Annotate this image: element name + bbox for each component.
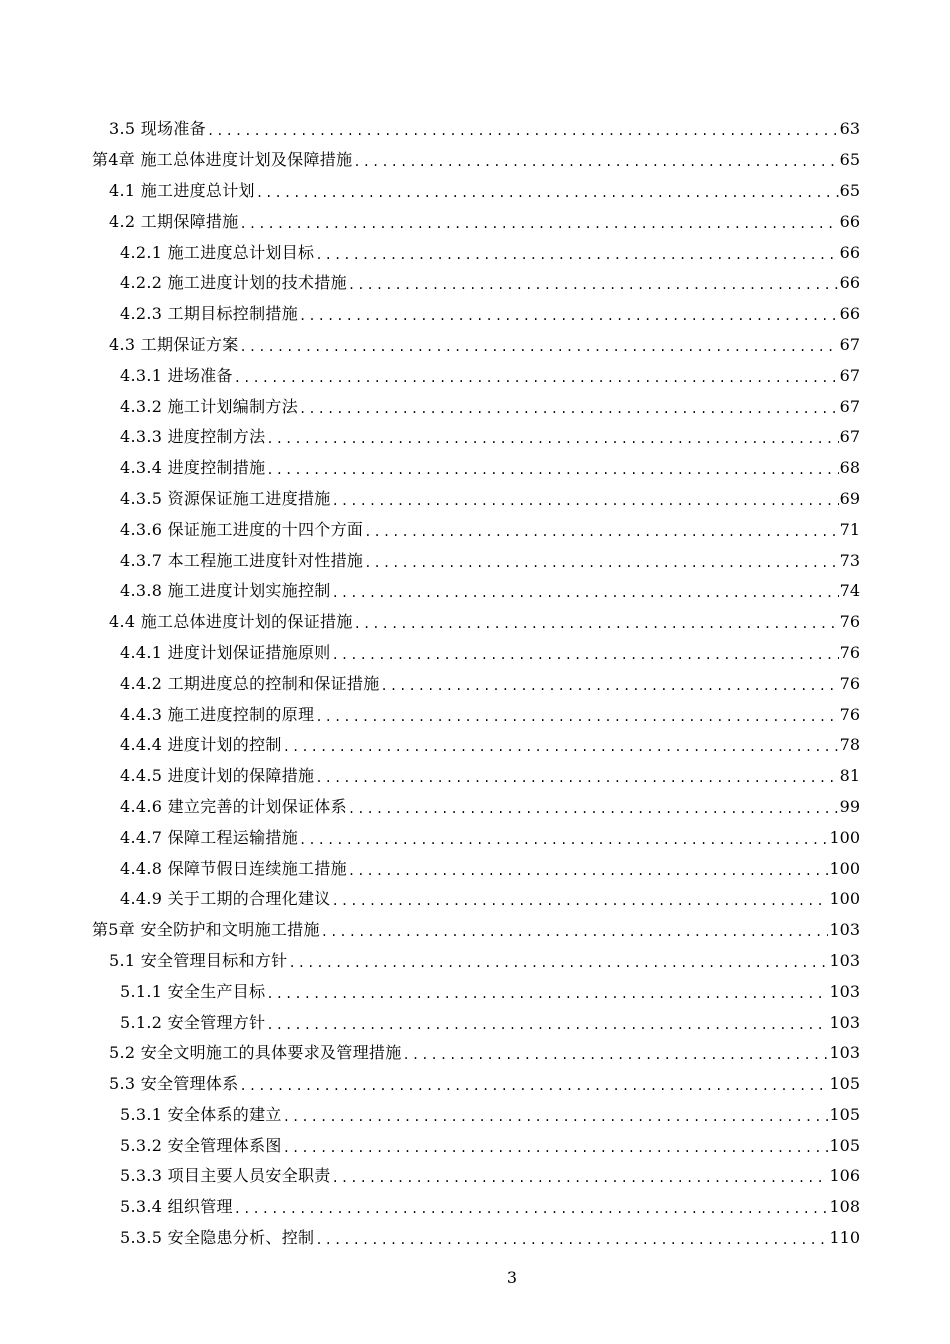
toc-entry[interactable] [0, 114, 860, 145]
toc-leader-dots [240, 1076, 829, 1096]
toc-leader-dots [266, 460, 838, 480]
toc-entry-title: 3.5 现场准备 [109, 119, 206, 139]
toc-entry-title: 5.3.1 安全体系的建立 [120, 1104, 282, 1124]
toc-entry-page: 103 [829, 1012, 860, 1032]
toc-entry[interactable] [0, 638, 860, 669]
toc-entry[interactable] [0, 699, 860, 730]
toc-entry-page: 67 [839, 427, 860, 447]
toc-entry[interactable] [0, 1100, 860, 1131]
toc-entry[interactable] [0, 1007, 860, 1038]
toc-entry[interactable] [0, 514, 860, 545]
toc-entry-page: 74 [839, 581, 860, 601]
toc-entry-page: 103 [829, 981, 860, 1001]
toc-entry-title: 4.4.5 进度计划的保障措施 [120, 766, 315, 786]
toc-entry-title: 4.4.4 进度计划的控制 [120, 735, 282, 755]
toc-leader-dots [315, 1230, 828, 1250]
toc-entry-title: 4.4.8 保障节假日连续施工措施 [120, 858, 347, 878]
toc-entry-page: 76 [839, 673, 860, 693]
toc-leader-dots [315, 245, 838, 265]
toc-entry-page: 71 [839, 519, 860, 539]
toc-entry-page: 99 [839, 796, 860, 816]
toc-entry-title: 5.2 安全文明施工的具体要求及管理措施 [109, 1043, 402, 1063]
toc-entry-page: 103 [829, 950, 860, 970]
toc-entry[interactable] [0, 1161, 860, 1192]
toc-entry[interactable] [0, 422, 860, 453]
toc-entry-title: 4.3.3 进度控制方法 [120, 427, 266, 447]
toc-entry-title: 4.2 工期保障措施 [109, 211, 239, 231]
toc-entry-title: 5.1.1 安全生产目标 [120, 981, 266, 1001]
toc-leader-dots [348, 861, 829, 881]
toc-leader-dots [240, 214, 839, 234]
toc-leader-dots [403, 1045, 829, 1065]
toc-entry-page: 100 [829, 827, 860, 847]
toc-leader-dots [299, 306, 839, 326]
toc-entry-title: 4.2.1 施工进度总计划目标 [120, 242, 315, 262]
toc-entry-title: 4.3.2 施工计划编制方法 [120, 396, 298, 416]
toc-entry-page: 105 [829, 1074, 860, 1094]
toc-entry[interactable] [0, 607, 860, 638]
toc-entry-page: 106 [829, 1166, 860, 1186]
toc-entry[interactable] [0, 792, 860, 823]
toc-leader-dots [288, 953, 828, 973]
toc-entry-page: 73 [839, 550, 860, 570]
toc-entry[interactable] [0, 822, 860, 853]
toc-entry-title: 4.3 工期保证方案 [109, 334, 239, 354]
toc-entry-title: 5.3.3 项目主要人员安全职责 [120, 1166, 331, 1186]
toc-entry[interactable] [0, 268, 860, 299]
toc-entry[interactable] [0, 360, 860, 391]
toc-entry-title: 5.1 安全管理目标和方针 [109, 950, 288, 970]
toc-leader-dots [315, 707, 838, 727]
toc-entry[interactable] [0, 237, 860, 268]
toc-entry[interactable] [0, 391, 860, 422]
toc-entry-title: 4.4.2 工期进度总的控制和保证措施 [120, 673, 380, 693]
toc-leader-dots [266, 984, 828, 1004]
toc-leader-dots [207, 121, 839, 141]
toc-entry-page: 76 [839, 612, 860, 632]
toc-entry-page: 65 [839, 150, 860, 170]
toc-leader-dots [332, 1168, 829, 1188]
toc-entry[interactable] [0, 946, 860, 977]
toc-entry-page: 110 [829, 1228, 860, 1248]
toc-leader-dots [381, 676, 839, 696]
toc-entry-title: 4.3.1 进场准备 [120, 365, 233, 385]
toc-entry-page: 108 [829, 1197, 860, 1217]
toc-entry-page: 69 [839, 488, 860, 508]
toc-entry[interactable] [0, 1223, 860, 1254]
toc-entry[interactable] [0, 176, 860, 207]
toc-entry-page: 78 [839, 735, 860, 755]
toc-entry-page: 67 [839, 334, 860, 354]
toc-entry-title: 5.3 安全管理体系 [109, 1074, 239, 1094]
toc-entry-page: 65 [839, 180, 860, 200]
toc-entry[interactable] [0, 884, 860, 915]
toc-leader-dots [283, 737, 839, 757]
toc-leader-dots [266, 429, 838, 449]
toc-entry[interactable] [0, 545, 860, 576]
table-of-contents [0, 114, 950, 1253]
toc-entry-title: 4.4.6 建立完善的计划保证体系 [120, 796, 347, 816]
toc-entry-title: 4.3.8 施工进度计划实施控制 [120, 581, 331, 601]
toc-entry-page: 76 [839, 642, 860, 662]
toc-leader-dots [299, 399, 839, 419]
toc-entry[interactable] [0, 206, 860, 237]
toc-entry[interactable] [0, 576, 860, 607]
toc-entry-title: 5.3.5 安全隐患分析、控制 [120, 1228, 315, 1248]
toc-entry[interactable] [0, 976, 860, 1007]
toc-entry[interactable] [0, 1192, 860, 1223]
toc-leader-dots [348, 275, 839, 295]
toc-entry-title: 第5章 安全防护和文明施工措施 [92, 920, 320, 940]
page-number: 3 [506, 1268, 518, 1287]
toc-leader-dots [332, 891, 829, 911]
toc-leader-dots [240, 337, 839, 357]
toc-leader-dots [332, 491, 839, 511]
toc-entry-title: 5.3.2 安全管理体系图 [120, 1135, 282, 1155]
toc-entry[interactable] [0, 668, 860, 699]
toc-leader-dots [348, 799, 839, 819]
toc-entry[interactable] [0, 453, 860, 484]
toc-entry-title: 第4章 施工总体进度计划及保障措施 [92, 150, 353, 170]
toc-leader-dots [364, 522, 838, 542]
toc-entry[interactable] [0, 145, 860, 176]
toc-entry[interactable] [0, 484, 860, 515]
toc-leader-dots [332, 583, 839, 603]
toc-entry-title: 4.4.1 进度计划保证措施原则 [120, 642, 331, 662]
toc-entry-title: 4.4 施工总体进度计划的保证措施 [109, 612, 353, 632]
toc-entry-title: 4.4.9 关于工期的合理化建议 [120, 889, 331, 909]
toc-leader-dots [364, 553, 838, 573]
toc-leader-dots [283, 1138, 829, 1158]
toc-entry-page: 66 [839, 304, 860, 324]
toc-entry-title: 5.1.2 安全管理方针 [120, 1012, 266, 1032]
toc-entry-title: 4.3.7 本工程施工进度针对性措施 [120, 550, 364, 570]
toc-leader-dots [234, 368, 839, 388]
toc-entry[interactable] [0, 1038, 860, 1069]
toc-leader-dots [332, 645, 839, 665]
toc-entry-page: 103 [829, 1043, 860, 1063]
toc-entry-page: 100 [829, 858, 860, 878]
toc-entry-title: 4.3.5 资源保证施工进度措施 [120, 488, 331, 508]
toc-entry-page: 67 [839, 365, 860, 385]
toc-entry-title: 4.4.7 保障工程运输措施 [120, 827, 298, 847]
toc-entry[interactable] [0, 853, 860, 884]
toc-entry[interactable] [0, 915, 860, 946]
toc-entry-title: 4.1 施工进度总计划 [109, 180, 255, 200]
toc-leader-dots [354, 614, 839, 634]
toc-entry-page: 105 [829, 1104, 860, 1124]
toc-leader-dots [299, 830, 828, 850]
toc-entry-title: 5.3.4 组织管理 [120, 1197, 233, 1217]
toc-leader-dots [315, 768, 838, 788]
toc-entry-title: 4.2.3 工期目标控制措施 [120, 304, 298, 324]
toc-entry-page: 66 [839, 273, 860, 293]
toc-entry-page: 63 [839, 119, 860, 139]
toc-entry-page: 105 [829, 1135, 860, 1155]
toc-entry-page: 103 [829, 920, 860, 940]
toc-entry[interactable] [0, 730, 860, 761]
toc-entry-page: 66 [839, 242, 860, 262]
toc-leader-dots [283, 1107, 829, 1127]
toc-entry[interactable] [0, 1069, 860, 1100]
toc-entry[interactable] [0, 1130, 860, 1161]
toc-entry-page: 67 [839, 396, 860, 416]
toc-leader-dots [266, 1015, 828, 1035]
toc-entry-title: 4.3.6 保证施工进度的十四个方面 [120, 519, 364, 539]
toc-entry-title: 4.2.2 施工进度计划的技术措施 [120, 273, 347, 293]
toc-entry-page: 66 [839, 211, 860, 231]
toc-entry-page: 68 [839, 458, 860, 478]
toc-entry[interactable] [0, 299, 860, 330]
toc-leader-dots [234, 1199, 829, 1219]
toc-leader-dots [256, 183, 839, 203]
toc-entry[interactable] [0, 330, 860, 361]
toc-leader-dots [353, 152, 838, 172]
toc-entry-page: 81 [839, 766, 860, 786]
toc-entry-title: 4.4.3 施工进度控制的原理 [120, 704, 315, 724]
toc-entry[interactable] [0, 761, 860, 792]
toc-entry-page: 76 [839, 704, 860, 724]
toc-leader-dots [321, 922, 829, 942]
toc-entry-page: 100 [829, 889, 860, 909]
toc-entry-title: 4.3.4 进度控制措施 [120, 458, 266, 478]
